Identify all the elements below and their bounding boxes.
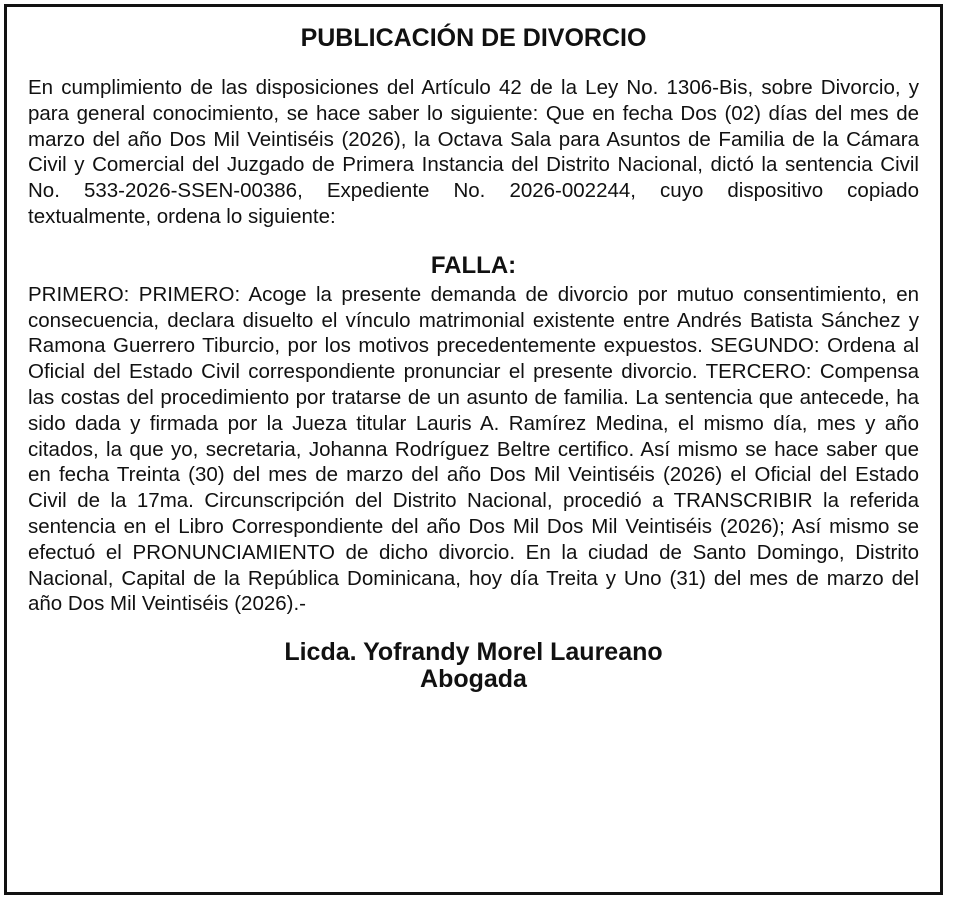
signer-name: Licda. Yofrandy Morel Laureano [284, 638, 663, 667]
divorce-publication-notice [4, 4, 943, 895]
intro-paragraph: En cumplimiento de las disposiciones del Artículo 42 de la Ley No. 1306-Bis, sobre Divorcio, y para general conocimiento, se hace saber lo siguiente: Que en fecha Dos (02) días del mes de marzo del año Dos Mil Veintiséis (2026), la Octava Sala para Asuntos de Familia de la Cámara Civil y Comercial del Juzgado de Primera Instancia del Distrito Nacional, dictó la sentencia Civil No. 533-2026-SSEN-00386, Expediente No. 2026-002244, cuyo dispositivo copiado textualmente, ordena lo siguiente: [28, 76, 919, 228]
signer-title: Abogada [420, 665, 527, 694]
signature-block [28, 639, 919, 693]
notice-title: PUBLICACIÓN DE DIVORCIO [300, 24, 647, 52]
falla-heading: FALLA: [430, 251, 517, 279]
ruling-paragraph: PRIMERO: PRIMERO: Acoge la presente demanda de divorcio por mutuo consentimiento, en consecuencia, declara disuelto el vínculo matrimonial existente entre Andrés Batista Sánchez y Ramona Guerrero Tiburcio, por los motivos precedentemente expuestos. SEGUNDO: Ordena al Oficial del Estado Civil correspondiente pronunciar el presente divorcio. TERCERO: Compensa las costas del procedimiento por tratarse de un asunto de familia. La sentencia que antecede, ha sido dada y firmada por la Jueza titular Lauris A. Ramírez Medina, el mismo día, mes y año citados, la que yo, secretaria, Johanna Rodríguez Beltre certifico. Así mismo se hace saber que en fecha Treinta (30) del mes de marzo del año Dos Mil Veintiséis (2026) el Oficial del Estado Civil de la 17ma. Circunscripción del Distrito Nacional, procedió a TRANSCRIBIR la referida sentencia en el Libro Correspondiente del año Dos Mil Dos Mil Veintiséis (2026); Así mismo se efectuó el PRONUNCIAMIENTO de dicho divorcio. En la ciudad de Santo Domingo, Distrito Nacional, Capital de la República Dominicana, hoy día Treita y Uno (31) del mes de marzo del año Dos Mil Veintiséis (2026).- [28, 282, 919, 616]
